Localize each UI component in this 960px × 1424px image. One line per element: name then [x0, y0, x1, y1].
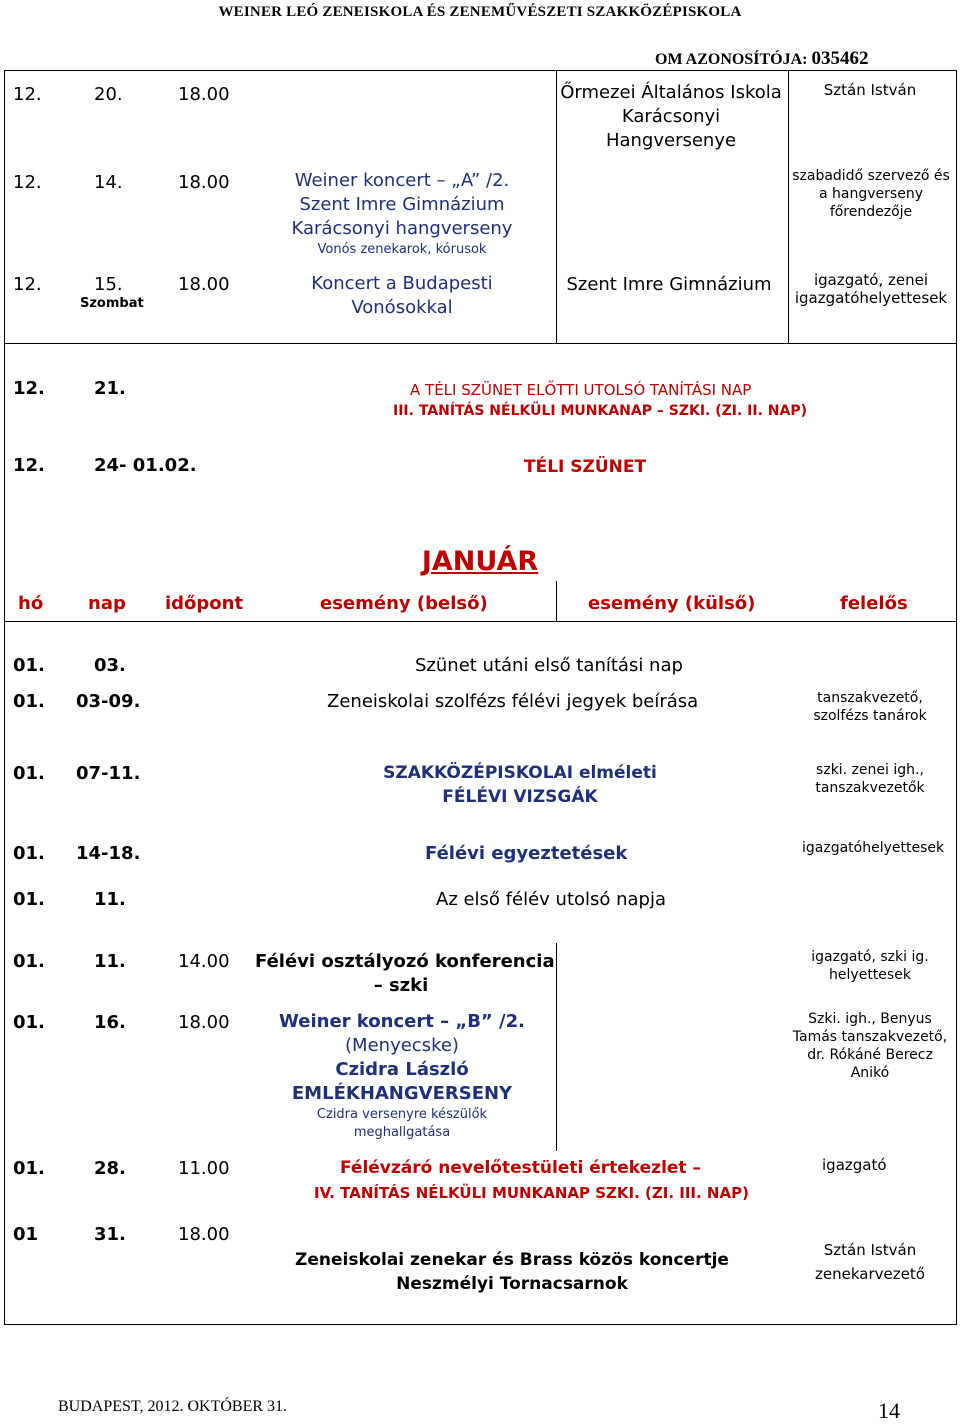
jan-col-divider-external [556, 581, 557, 621]
event-sub-2: meghallgatása [353, 1125, 451, 1140]
month: 12. [13, 455, 45, 476]
event: Zeneiskolai szolfézs félévi jegyek beírása [327, 691, 699, 712]
event-line-1: Zeneiskolai zenekar és Brass közös koncertje [295, 1250, 729, 1270]
month: 01. [13, 1012, 45, 1033]
om-value: 035462 [811, 48, 869, 69]
day: 07-11. [76, 763, 141, 784]
responsible: Sztán István zenekarvezető [815, 1241, 925, 1283]
responsible: igazgató, szki ig. helyettesek [811, 949, 929, 983]
om-label: OM AZONOSÍTÓJA: [655, 51, 808, 68]
event-line-1: SZAKKÖZÉPISKOLAI elméleti [383, 763, 657, 783]
internal-event [262, 169, 542, 259]
col-month: hó [18, 593, 44, 614]
last-teaching-day: A TÉLI SZÜNET ELŐTTI UTOLSÓ TANÍTÁSI NAP [410, 381, 752, 399]
col-internal: esemény (belső) [320, 593, 488, 614]
time: 18.00 [178, 274, 230, 295]
event [255, 950, 555, 998]
event-line-1: Félévzáró nevelőtestületi értekezlet – [340, 1158, 701, 1178]
event-sub-1: Czidra versenyre készülők [316, 1107, 488, 1122]
responsible: szki. zenei igh., tanszakvezetők [815, 762, 925, 796]
col-external: esemény (külső) [588, 593, 756, 614]
day: 15. [94, 274, 123, 295]
month: 12. [13, 84, 42, 105]
month: 01. [13, 763, 45, 784]
month: 01 [13, 1224, 39, 1245]
col-day: nap [88, 593, 126, 614]
day: 31. [94, 1224, 126, 1245]
day: 16. [94, 1012, 126, 1033]
event-line-1: Félévi osztályozó konferencia [255, 951, 555, 972]
month: 12. [13, 274, 42, 295]
time: 18.00 [178, 1224, 230, 1245]
day: 03-09. [76, 691, 141, 712]
month: 01. [13, 655, 45, 676]
event: Félévi egyeztetések [425, 843, 628, 864]
responsible: igazgató [822, 1156, 887, 1174]
page-number: 14 [878, 1398, 900, 1423]
day: 14. [94, 172, 123, 193]
no-teaching-workday: III. TANÍTÁS NÉLKÜLI MUNKANAP – SZKI. (ZI. II. NAP) [393, 403, 807, 419]
internal-line-1: Koncert a Budapesti [311, 273, 493, 294]
time: 18.00 [178, 172, 230, 193]
day: 11. [94, 951, 126, 972]
january-title: JANUÁR [421, 546, 539, 577]
event-line-3: Czidra László [335, 1059, 469, 1080]
time: 18.00 [178, 1012, 230, 1033]
jan-col-divider-lower [556, 943, 557, 1151]
responsible: Szki. igh., Benyus Tamás tanszakvezető, dr. Rókáné Berecz Anikó [792, 1011, 948, 1081]
event-line-2: – szki [373, 975, 429, 996]
event: Az első félév utolsó napja [436, 889, 667, 910]
internal-sub: Vonós zenekarok, kórusok [317, 242, 487, 257]
om-identifier [655, 48, 868, 70]
month: 01. [13, 691, 45, 712]
internal-line-2: Vonósokkal [351, 297, 453, 318]
internal-event [262, 272, 542, 320]
winter-break-label: TÉLI SZÜNET [524, 457, 647, 477]
time: 18.00 [178, 84, 230, 105]
event-line-2: FÉLÉVI VIZSGÁK [442, 787, 598, 807]
time: 14.00 [178, 951, 230, 972]
day: 20. [94, 84, 123, 105]
school-header: WEINER LEÓ ZENEISKOLA ÉS ZENEMŰVÉSZETI SZAKKÖZÉPISKOLA [218, 4, 742, 20]
day: 14-18. [76, 843, 141, 864]
event-line-2: (Menyecske) [345, 1035, 459, 1056]
col-divider-external [556, 71, 557, 343]
event: Szünet utáni első tanítási nap [415, 655, 683, 676]
col-time: időpont [165, 593, 244, 614]
responsible: Sztán István [823, 81, 917, 99]
event-line-2: IV. TANÍTÁS NÉLKÜLI MUNKANAP SZKI. (ZI. III. NAP) [314, 1184, 749, 1202]
event-line-2: Neszmélyi Tornacsarnok [396, 1274, 628, 1294]
event [262, 1248, 762, 1296]
internal-line-1: Weiner koncert – „A” /2. [294, 170, 510, 191]
responsible: igazgatóhelyettesek [802, 840, 945, 856]
month: 01. [13, 889, 45, 910]
day-range: 24- 01.02. [94, 455, 197, 476]
section-divider [5, 343, 956, 344]
event [300, 761, 740, 809]
external-event: Őrmezei Általános Iskola Karácsonyi Hangversenye [560, 82, 782, 151]
footer-place-date: BUDAPEST, 2012. OKTÓBER 31. [58, 1398, 288, 1415]
day-sub: Szombat [80, 296, 144, 311]
responsible: tanszakvezető, szolfézs tanárok [813, 690, 927, 724]
month: 12. [13, 172, 42, 193]
day: 03. [94, 655, 126, 676]
event [262, 1010, 542, 1142]
internal-line-3: Karácsonyi hangverseny [291, 218, 513, 239]
col-responsible: felelős [840, 593, 908, 614]
month: 12. [13, 378, 45, 399]
day: 28. [94, 1158, 126, 1179]
month: 01. [13, 951, 45, 972]
time: 11.00 [178, 1158, 230, 1179]
day: 11. [94, 889, 126, 910]
event-line-4: EMLÉKHANGVERSENY [291, 1083, 513, 1104]
event-line-1: Weiner koncert – „B” /2. [279, 1011, 525, 1032]
month: 01. [13, 1158, 45, 1179]
day: 21. [94, 378, 126, 399]
responsible: igazgató, zenei igazgatóhelyettesek [794, 271, 948, 307]
jan-header-divider [5, 621, 956, 622]
internal-line-2: Szent Imre Gimnázium [299, 194, 505, 215]
month: 01. [13, 843, 45, 864]
responsible: szabadidő szervező és a hangverseny főrendezője [792, 168, 950, 220]
external-event: Szent Imre Gimnázium [566, 274, 772, 295]
